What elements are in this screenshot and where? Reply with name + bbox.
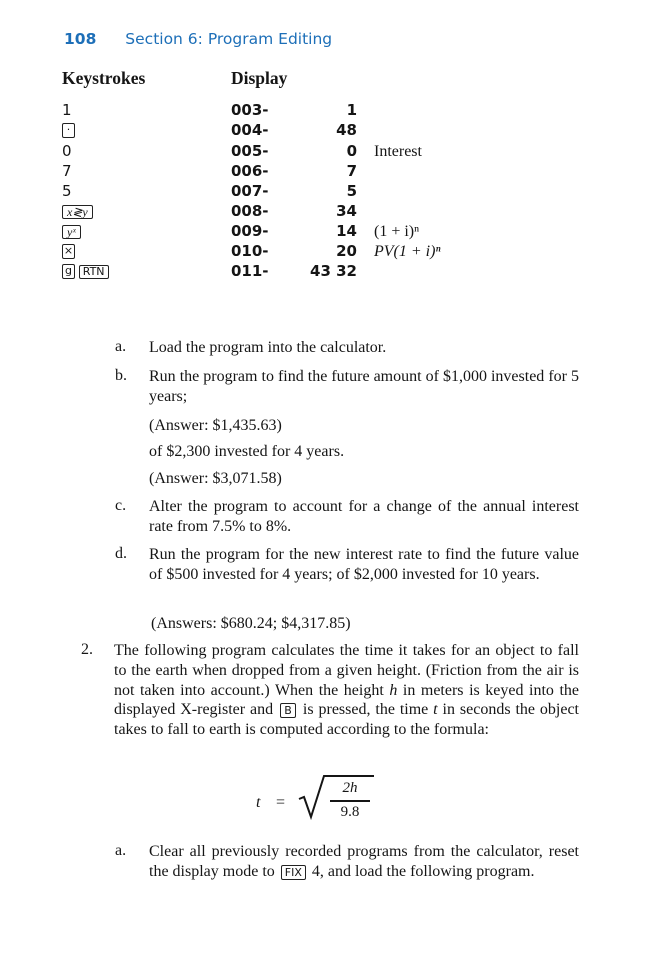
display-heading: Display — [231, 68, 288, 88]
formula-lhs: t — [256, 794, 261, 811]
x-exchange-y-key: x≷y — [62, 205, 93, 219]
page-header — [64, 30, 332, 48]
item-label-d: d. — [115, 545, 127, 562]
exercise-2-text: The following program calculates the time it takes for an object to fall to the earth when dropped from a given height. (Friction from the air is not taken into account.) When the height h in meters is keyed into the displayed X-register and B is pressed, the time t in seconds the object takes to fall to earth is computed according to the formula: — [114, 642, 580, 739]
comment: (1 + i)ⁿ — [374, 223, 420, 240]
item-c-text: Alter the program to account for a change of the annual interest rate from 7.5% to 8%. — [149, 498, 579, 535]
step-number: 003- — [231, 101, 269, 119]
b-key: B — [280, 703, 296, 718]
program-row — [0, 162, 666, 181]
key-code: 0 — [346, 142, 357, 160]
keystroke: 5 — [62, 182, 72, 200]
key-code: 34 — [336, 202, 357, 220]
keystroke: 0 — [62, 142, 72, 160]
item-b-answer-2: (Answer: $3,071.58) — [149, 470, 282, 487]
key-code: 14 — [336, 222, 357, 240]
key-code: 20 — [336, 242, 357, 260]
formula-numerator: 2h — [342, 780, 358, 796]
fix-key: FIX — [281, 865, 306, 880]
program-row — [0, 182, 666, 201]
exercise-2-number: 2. — [81, 641, 93, 658]
item-label-b: b. — [115, 367, 127, 384]
comment: PV(1 + i)ⁿ — [374, 243, 441, 260]
program-row — [0, 262, 666, 281]
page-number: 108 — [64, 30, 97, 48]
variable-t: t — [433, 701, 438, 719]
item-label-a: a. — [115, 338, 127, 355]
item-b-answer-1: (Answer: $1,435.63) — [149, 417, 282, 434]
step-number: 004- — [231, 121, 269, 139]
item-b-text: Run the program to find the future amount of $1,000 invested for 5 years; — [149, 368, 579, 405]
formula-denominator: 9.8 — [340, 804, 360, 820]
item-d-answers: (Answers: $680.24; $4,317.85) — [151, 615, 351, 632]
step-number: 011- — [231, 262, 269, 280]
item-a-text: Load the program into the calculator. — [149, 339, 387, 356]
section-title: Section 6: Program Editing — [125, 30, 333, 48]
keystroke: 1 — [62, 101, 72, 119]
variable-h: h — [389, 681, 398, 699]
program-row — [0, 222, 666, 241]
step-number: 007- — [231, 182, 269, 200]
program-row — [0, 121, 666, 140]
keystrokes-heading: Keystrokes — [62, 68, 146, 88]
step-number: 005- — [231, 142, 269, 160]
rtn-key: RTN — [79, 265, 109, 279]
key-code: 5 — [346, 182, 357, 200]
item-label-c: c. — [115, 497, 127, 514]
program-row — [0, 242, 666, 261]
key-code: 48 — [336, 121, 357, 139]
key-code: 1 — [346, 101, 357, 119]
item-b-text-2: of $2,300 invested for 4 years. — [149, 443, 345, 460]
key-code: 43 32 — [310, 262, 357, 280]
exercise-2-item-label-a: a. — [115, 842, 127, 859]
comment: Interest — [374, 143, 422, 160]
step-number: 006- — [231, 162, 269, 180]
key-code: 7 — [346, 162, 357, 180]
keystroke: 7 — [62, 162, 72, 180]
y-power-x-key: yˣ — [62, 225, 81, 239]
program-row — [0, 202, 666, 221]
multiply-key: × — [63, 244, 74, 258]
step-number: 010- — [231, 242, 269, 260]
g-shift-key: g — [62, 264, 75, 279]
step-number: 009- — [231, 222, 269, 240]
fraction-bar — [330, 800, 370, 802]
decimal-point-key: · — [62, 123, 75, 138]
item-d-text: Run the program for the new interest rate to find the future value of $500 invested for 4 years; of $2,000 invested for 10 years. — [149, 546, 579, 583]
step-number: 008- — [231, 202, 269, 220]
formula-equals: = — [276, 794, 286, 811]
exercise-2-item-a-text: Clear all previously recorded programs from the calculator, reset the display mode to FIX 4, and load the following program. — [149, 843, 579, 880]
program-row — [0, 101, 666, 120]
program-row — [0, 142, 666, 161]
